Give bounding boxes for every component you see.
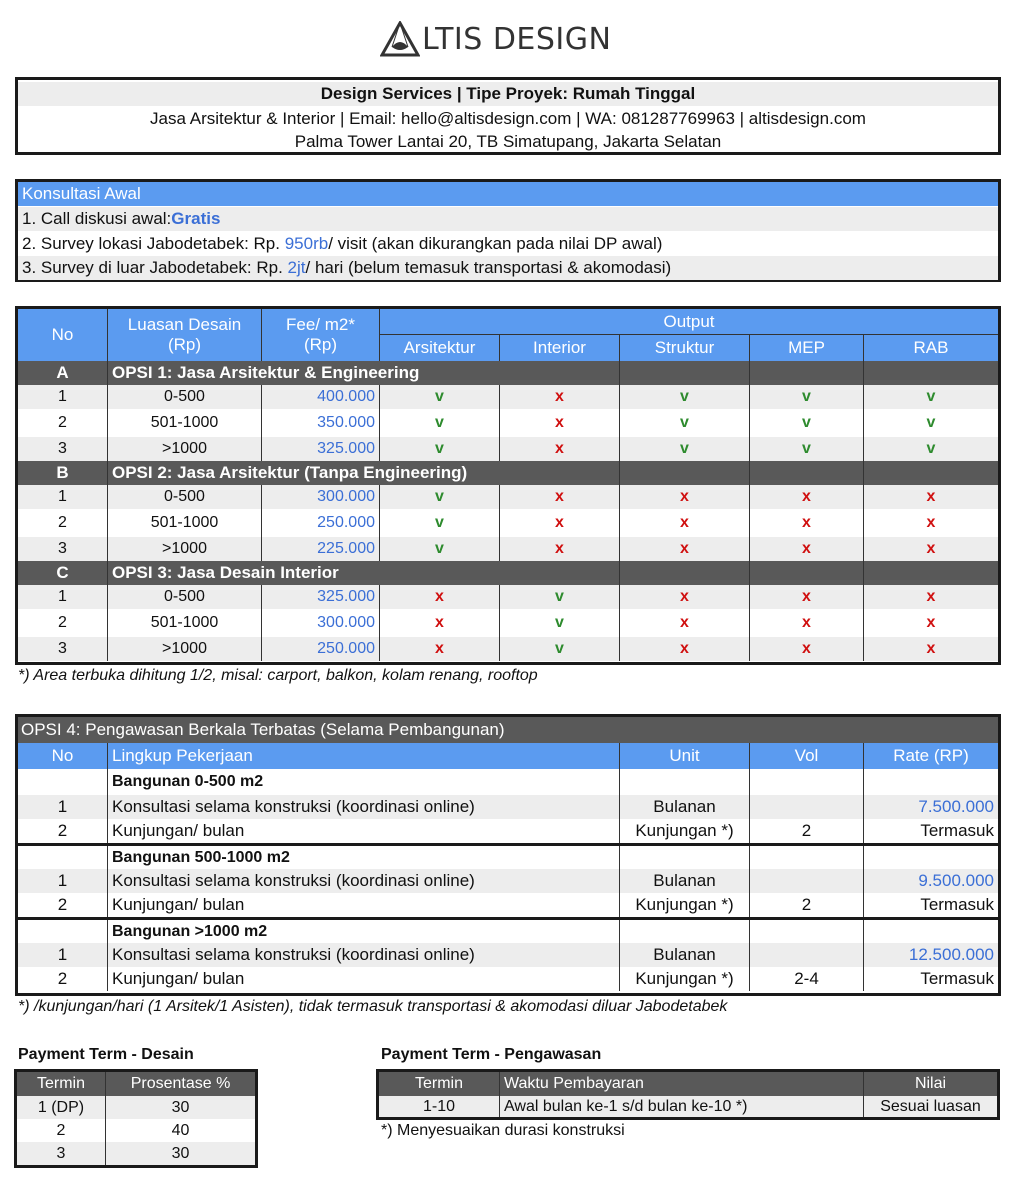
output-mark: v (379, 385, 499, 409)
pd-pct: 40 (105, 1119, 255, 1142)
output-mark: x (749, 509, 863, 537)
section-spacer (863, 461, 998, 485)
opsi4-spacer (619, 769, 749, 795)
opsi4-col-rate: Rate (RP) (863, 743, 998, 769)
output-mark: x (749, 609, 863, 637)
konsultasi-item-1-value: Gratis (171, 209, 221, 228)
pd-row (17, 1096, 255, 1119)
opsi4-group-title (18, 917, 998, 943)
opsi4-spacer (863, 769, 998, 795)
opsi4-row-desc: Konsultasi selama konstruksi (koordinasi online) (107, 795, 619, 819)
konsultasi-item-2-value: 950rb (284, 234, 329, 253)
opsi4-row-vol: 2 (749, 893, 863, 917)
fee-row-fee: 300.000 (261, 609, 379, 637)
fee-row-fee: 225.000 (261, 537, 379, 561)
konsultasi-item-3 (18, 256, 998, 280)
fee-row-fee: 400.000 (261, 385, 379, 409)
output-mark: x (863, 637, 998, 661)
col-fee-line2: (Rp) (303, 335, 338, 354)
opsi4-row-desc: Kunjungan/ bulan (107, 819, 619, 843)
output-mark: x (749, 637, 863, 661)
fee-row-luasan: 501-1000 (107, 509, 261, 537)
opsi4-spacer (749, 920, 863, 943)
output-mark: x (499, 537, 619, 561)
opsi4-row (18, 893, 998, 917)
opsi4-row (18, 943, 998, 967)
output-mark: x (379, 609, 499, 637)
opsi4-title: OPSI 4: Pengawasan Berkala Terbatas (Selama Pembangunan) (18, 717, 998, 743)
pd-row (17, 1142, 255, 1165)
output-mark: x (499, 509, 619, 537)
company-header (15, 77, 1001, 155)
fee-row-no: 2 (58, 614, 67, 631)
opsi4-row-no: 2 (57, 821, 68, 840)
opsi4-row-vol: 2-4 (749, 967, 863, 991)
fee-row (18, 485, 998, 509)
brand-name: LTIS DESIGN (422, 21, 612, 57)
col-rab: RAB (863, 335, 998, 361)
opsi4-row (18, 967, 998, 991)
opsi4-spacer (749, 769, 863, 795)
pd-termin: 2 (56, 1121, 66, 1139)
pp-col-nilai: Nilai (863, 1072, 997, 1096)
pd-termin: 3 (56, 1144, 66, 1162)
opsi4-row-unit: Kunjungan *) (619, 819, 749, 843)
output-mark: v (379, 409, 499, 437)
fee-table-note: *) Area terbuka dihitung 1/2, misal: carport, balkon, kolam renang, rooftop (18, 667, 538, 684)
fee-row-fee: 250.000 (261, 637, 379, 661)
header-address: Palma Tower Lantai 20, TB Simatupang, Jakarta Selatan (294, 132, 722, 151)
opsi4-row-rate: Termasuk (863, 893, 998, 917)
output-mark: v (619, 437, 749, 461)
opsi4-group-name: Bangunan 500-1000 m2 (107, 846, 619, 869)
payment-desain-title: Payment Term - Desain (18, 1046, 194, 1063)
output-mark: v (749, 385, 863, 409)
output-mark: v (499, 637, 619, 661)
konsultasi-item-2-suffix: / visit (akan dikurangkan pada nilai DP awal) (328, 234, 663, 253)
section-letter: A (56, 363, 69, 382)
opsi4-row-desc: Kunjungan/ bulan (107, 893, 619, 917)
col-fee-line1: Fee/ m2* (286, 315, 355, 334)
opsi4-row-vol: 2 (749, 819, 863, 843)
section-spacer (619, 361, 749, 385)
output-mark: x (863, 485, 998, 509)
fee-section-opsi3 (18, 561, 998, 585)
fee-row-luasan: >1000 (107, 537, 261, 561)
section-letter: B (56, 463, 69, 482)
opsi4-spacer (619, 846, 749, 869)
fee-row (18, 585, 998, 609)
konsultasi-title: Konsultasi Awal (18, 182, 998, 206)
fee-row-fee: 325.000 (261, 585, 379, 609)
output-mark: v (619, 385, 749, 409)
header-contact: Jasa Arsitektur & Interior | Email: hello@altisdesign.com | WA: 081287769963 | altisdesign.com (150, 109, 866, 128)
pd-termin: 1 (DP) (37, 1098, 85, 1116)
section-spacer (749, 561, 863, 585)
output-mark: x (749, 585, 863, 609)
pp-termin: 1-10 (422, 1097, 456, 1115)
output-mark: x (619, 609, 749, 637)
opsi4-spacer (18, 769, 107, 795)
fee-row (18, 537, 998, 561)
payment-pengawasan-title: Payment Term - Pengawasan (381, 1046, 602, 1063)
output-mark: x (619, 537, 749, 561)
pd-pct: 30 (105, 1096, 255, 1119)
col-struktur: Struktur (619, 335, 749, 361)
opsi4-row-unit: Kunjungan *) (619, 967, 749, 991)
col-no: No (51, 325, 74, 344)
fee-row (18, 437, 998, 461)
fee-row-no: 1 (58, 588, 67, 605)
opsi4-row-unit: Bulanan (619, 795, 749, 819)
section-spacer (863, 361, 998, 385)
fee-row-no: 3 (58, 540, 67, 557)
opsi4-group-name: Bangunan 0-500 m2 (107, 769, 619, 795)
pp-nilai: Sesuai luasan (863, 1096, 997, 1117)
fee-row (18, 609, 998, 637)
output-mark: v (749, 409, 863, 437)
opsi4-group-title (18, 843, 998, 869)
fee-row-fee: 300.000 (261, 485, 379, 509)
opsi4-row-vol (749, 795, 863, 819)
fee-row (18, 409, 998, 437)
fee-row (18, 637, 998, 661)
opsi4-col-no: No (51, 746, 74, 765)
col-luasan-line1: Luasan Desain (127, 315, 242, 334)
output-mark: x (863, 609, 998, 637)
fee-row (18, 385, 998, 409)
output-mark: x (863, 537, 998, 561)
col-mep: MEP (749, 335, 863, 361)
konsultasi-item-1 (18, 207, 998, 231)
col-luasan-line2: (Rp) (167, 335, 202, 354)
opsi4-table (15, 714, 1001, 996)
section-spacer (749, 461, 863, 485)
output-mark: x (749, 537, 863, 561)
output-mark: v (499, 609, 619, 637)
opsi4-header (18, 743, 998, 769)
opsi4-row-desc: Konsultasi selama konstruksi (koordinasi online) (107, 869, 619, 893)
fee-row-no: 2 (58, 514, 67, 531)
opsi4-row-no: 2 (57, 895, 68, 914)
opsi4-col-unit: Unit (619, 743, 749, 769)
payment-desain-header (17, 1072, 255, 1096)
opsi4-spacer (863, 920, 998, 943)
fee-row (18, 509, 998, 537)
konsultasi-item-2-label: 2. Survey lokasi Jabodetabek: Rp. (22, 234, 285, 253)
fee-row-no: 3 (58, 640, 67, 657)
pd-pct: 30 (105, 1142, 255, 1165)
section-title: OPSI 1: Jasa Arsitektur & Engineering (107, 361, 619, 385)
fee-row-no: 3 (58, 440, 67, 457)
opsi4-spacer (619, 920, 749, 943)
output-mark: x (499, 437, 619, 461)
opsi4-row-rate: 12.500.000 (863, 943, 998, 967)
opsi4-row-desc: Konsultasi selama konstruksi (koordinasi online) (107, 943, 619, 967)
output-mark: x (499, 409, 619, 437)
fee-section-opsi2 (18, 461, 998, 485)
konsultasi-item-3-label: 3. Survey di luar Jabodetabek: Rp. (22, 258, 288, 277)
col-arsitektur: Arsitektur (379, 335, 499, 361)
opsi4-row-unit: Kunjungan *) (619, 893, 749, 917)
opsi4-note: *) /kunjungan/hari (1 Arsitek/1 Asisten), tidak termasuk transportasi & akomodasi diluar Jabodetabek (18, 998, 728, 1015)
output-mark: v (749, 437, 863, 461)
fee-row-no: 2 (58, 414, 67, 431)
fee-row-fee: 325.000 (261, 437, 379, 461)
output-mark: v (863, 437, 998, 461)
fee-row-luasan: 501-1000 (107, 409, 261, 437)
opsi4-row-no: 1 (57, 871, 68, 890)
konsultasi-item-2 (18, 232, 998, 256)
output-mark: v (379, 537, 499, 561)
pd-col-prosentase: Prosentase % (105, 1072, 255, 1096)
opsi4-group-name: Bangunan >1000 m2 (107, 920, 619, 943)
fee-section-opsi1 (18, 361, 998, 385)
pp-waktu: Awal bulan ke-1 s/d bulan ke-10 *) (499, 1096, 863, 1117)
opsi4-col-lingkup: Lingkup Pekerjaan (107, 743, 619, 769)
opsi4-row (18, 819, 998, 843)
pp-header (379, 1072, 997, 1096)
output-mark: v (619, 409, 749, 437)
output-mark: x (619, 585, 749, 609)
opsi4-row-rate: 9.500.000 (863, 869, 998, 893)
opsi4-row-rate: 7.500.000 (863, 795, 998, 819)
opsi4-group-title (18, 769, 998, 795)
output-mark: x (619, 637, 749, 661)
section-letter: C (56, 563, 69, 582)
fee-row-luasan: 0-500 (107, 585, 261, 609)
opsi4-row-desc: Kunjungan/ bulan (107, 967, 619, 991)
output-mark: v (863, 385, 998, 409)
pd-row (17, 1119, 255, 1142)
fee-row-luasan: 0-500 (107, 485, 261, 509)
output-mark: x (379, 585, 499, 609)
output-mark: x (863, 585, 998, 609)
col-interior: Interior (499, 335, 619, 361)
output-mark: x (863, 509, 998, 537)
opsi4-row-rate: Termasuk (863, 967, 998, 991)
pp-col-termin: Termin (414, 1075, 463, 1092)
section-title: OPSI 3: Jasa Desain Interior (107, 561, 619, 585)
opsi4-col-vol: Vol (749, 743, 863, 769)
opsi4-row-vol (749, 869, 863, 893)
pp-row (379, 1096, 997, 1117)
pd-col-termin: Termin (36, 1075, 85, 1092)
output-mark: x (619, 485, 749, 509)
payment-pengawasan-table (376, 1069, 1000, 1120)
section-spacer (619, 561, 749, 585)
output-mark: x (499, 385, 619, 409)
col-fee (261, 309, 379, 361)
opsi4-spacer (749, 846, 863, 869)
brand-logo (380, 14, 640, 64)
opsi4-row-rate: Termasuk (863, 819, 998, 843)
opsi4-row-no: 1 (57, 797, 68, 816)
section-spacer (863, 561, 998, 585)
konsultasi-item-3-suffix: / hari (belum temasuk transportasi & akomodasi) (305, 258, 672, 277)
opsi4-spacer (863, 846, 998, 869)
opsi4-row (18, 795, 998, 819)
section-title: OPSI 2: Jasa Arsitektur (Tanpa Engineering) (107, 461, 619, 485)
triangle-a-logo-icon (380, 21, 420, 57)
konsultasi-item-1-label: 1. Call diskusi awal: (22, 209, 172, 228)
fee-row-luasan: >1000 (107, 437, 261, 461)
opsi4-spacer (18, 846, 107, 869)
opsi4-row-unit: Bulanan (619, 869, 749, 893)
header-title: Design Services | Tipe Proyek: Rumah Tinggal (18, 82, 998, 106)
opsi4-row (18, 869, 998, 893)
col-output: Output (379, 309, 998, 335)
fee-row-luasan: 501-1000 (107, 609, 261, 637)
col-luasan (107, 309, 261, 361)
fee-row-luasan: >1000 (107, 637, 261, 661)
payment-desain-table (14, 1069, 258, 1168)
konsultasi-item-3-value: 2jt (287, 258, 306, 277)
opsi4-row-vol (749, 943, 863, 967)
fee-row-luasan: 0-500 (107, 385, 261, 409)
opsi4-row-unit: Bulanan (619, 943, 749, 967)
output-mark: v (499, 585, 619, 609)
fee-row-no: 1 (58, 388, 67, 405)
output-mark: x (499, 485, 619, 509)
opsi4-spacer (18, 920, 107, 943)
output-mark: v (379, 437, 499, 461)
pp-col-waktu: Waktu Pembayaran (499, 1072, 863, 1096)
fee-row-no: 1 (58, 488, 67, 505)
section-spacer (749, 361, 863, 385)
payment-pengawasan-note: *) Menyesuaikan durasi konstruksi (381, 1122, 625, 1139)
output-mark: v (379, 509, 499, 537)
opsi4-row-no: 2 (57, 969, 68, 988)
output-mark: v (379, 485, 499, 509)
output-mark: v (863, 409, 998, 437)
output-mark: x (619, 509, 749, 537)
opsi4-row-no: 1 (57, 945, 68, 964)
output-mark: x (379, 637, 499, 661)
output-mark: x (749, 485, 863, 509)
konsultasi-awal-section (15, 179, 1001, 282)
fee-table-header (18, 309, 998, 361)
section-spacer (619, 461, 749, 485)
fee-row-fee: 250.000 (261, 509, 379, 537)
fee-row-fee: 350.000 (261, 409, 379, 437)
fee-table (15, 306, 1001, 665)
